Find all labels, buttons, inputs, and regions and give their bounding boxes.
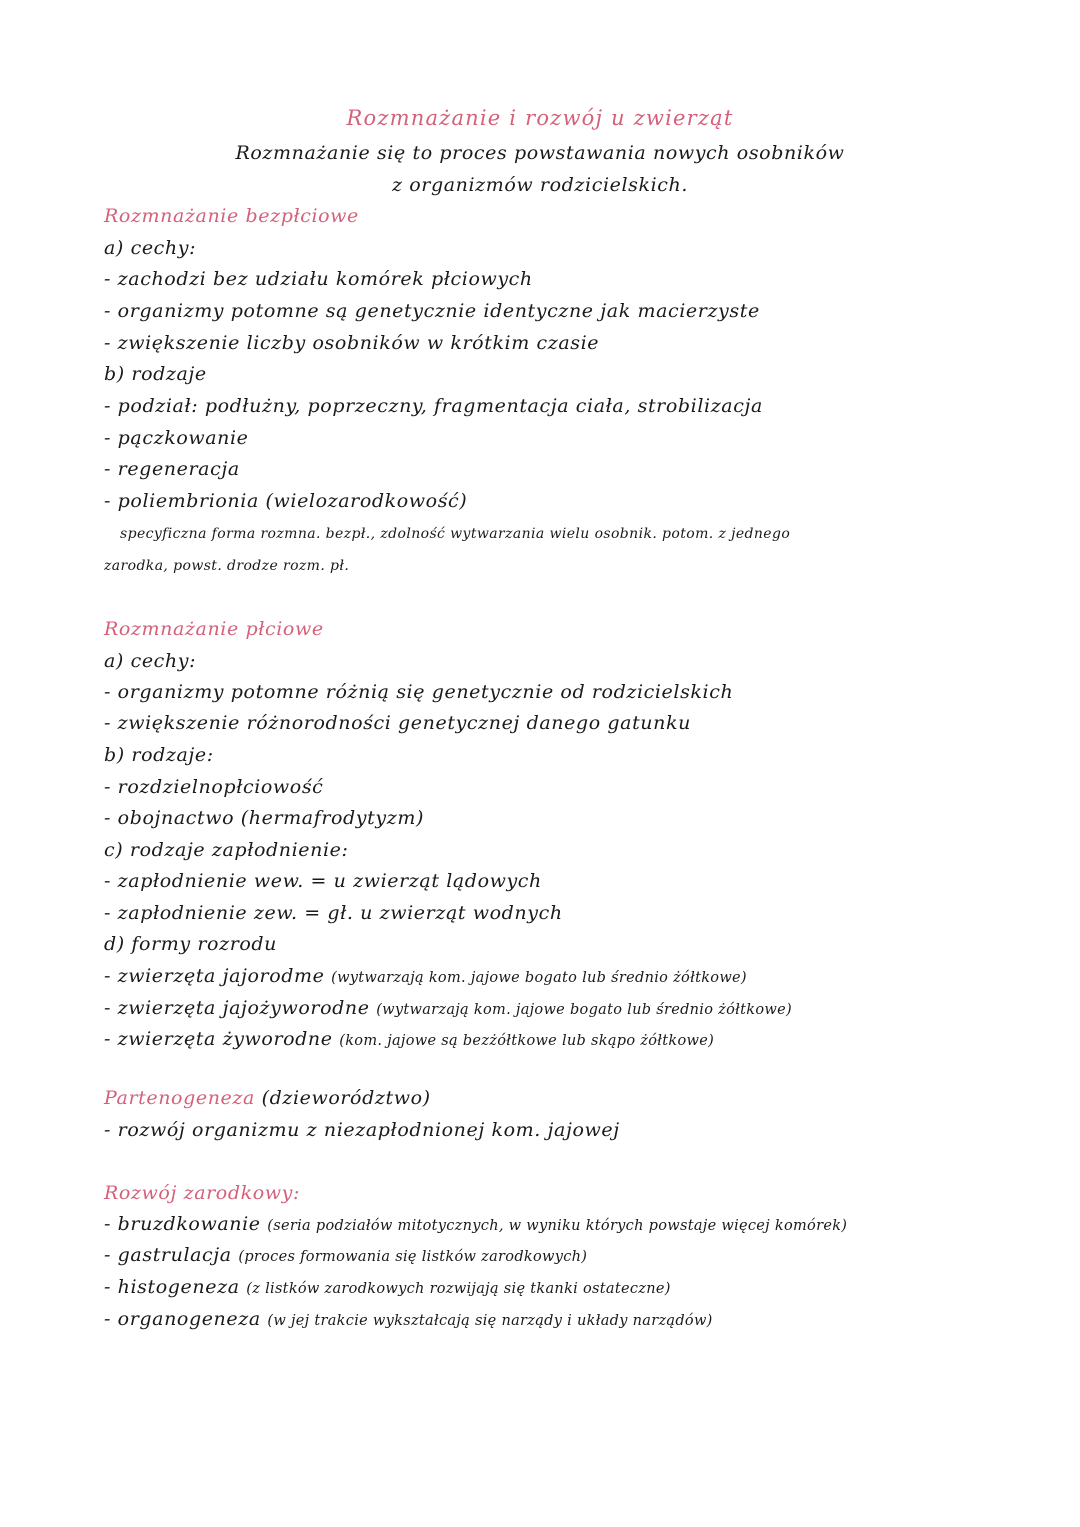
list-item: - zapłodnienie zew. = gł. u zwierząt wodnych xyxy=(104,902,563,924)
list-item: - podział: podłużny, poprzeczny, fragmentacja ciała, strobilizacja xyxy=(104,395,763,417)
list-item: - poliembrionia (wielozarodkowość) xyxy=(104,490,468,512)
definition-line-1: Rozmnażanie się to proces powstawania nowych osobników xyxy=(235,142,845,164)
form-name: - zwierzęta jajorodme xyxy=(104,965,325,987)
list-item: - zwiększenie liczby osobników w krótkim czasie xyxy=(104,332,600,354)
asexual-features-label: a) cechy: xyxy=(104,237,197,259)
list-item: - zachodzi bez udziału komórek płciowych xyxy=(104,268,533,290)
list-item xyxy=(104,965,747,987)
stage-name: - gastrulacja xyxy=(104,1244,232,1266)
list-item: - pączkowanie xyxy=(104,427,249,449)
list-item: - rozwój organizmu z niezapłodnionej kom. jajowej xyxy=(104,1119,620,1141)
list-item: - regeneracja xyxy=(104,458,240,480)
page-title: Rozmnażanie i rozwój u zwierząt xyxy=(346,106,734,130)
list-item: - zwiększenie różnorodności genetycznej danego gatunku xyxy=(104,712,691,734)
parthenogenesis-heading-extra: (dzieworództwo) xyxy=(261,1087,431,1109)
fertilization-label: c) rodzaje zapłodnienie: xyxy=(104,839,349,861)
list-item xyxy=(104,1028,714,1050)
asexual-note-line-1: specyficzna forma rozmna. bezpł., zdolność wytwarzania wielu osobnik. potom. z jednego xyxy=(120,526,791,542)
stage-note: (z listków zarodkowych rozwijają się tkanki ostateczne) xyxy=(246,1281,671,1297)
list-item: - organizmy potomne różnią się genetycznie od rodzicielskich xyxy=(104,681,734,703)
form-note: (wytwarzają kom. jajowe bogato lub średnio żółtkowe) xyxy=(376,1002,792,1018)
list-item: - organizmy potomne są genetycznie identyczne jak macierzyste xyxy=(104,300,760,322)
form-note: (kom. jajowe są bezżółtkowe lub skąpo żółtkowe) xyxy=(339,1033,715,1049)
forms-label: d) formy rozrodu xyxy=(104,933,278,955)
form-name: - zwierzęta jajożyworodne xyxy=(104,997,370,1019)
list-item: - zapłodnienie wew. = u zwierząt lądowych xyxy=(104,870,542,892)
list-item xyxy=(104,1213,847,1235)
stage-name: - organogeneza xyxy=(104,1308,261,1330)
parthenogenesis-heading: Partenogeneza xyxy=(104,1087,255,1109)
stage-note: (seria podziałów mitotycznych, w wyniku których powstaje więcej komórek) xyxy=(267,1218,848,1234)
parthenogenesis-heading-row xyxy=(104,1087,431,1109)
asexual-types-label: b) rodzaje xyxy=(104,363,207,385)
asexual-heading: Rozmnażanie bezpłciowe xyxy=(104,205,359,227)
list-item: - obojnactwo (hermafrodytyzm) xyxy=(104,807,424,829)
sexual-features-label: a) cechy: xyxy=(104,650,197,672)
list-item xyxy=(104,1276,671,1298)
list-item xyxy=(104,997,792,1019)
asexual-note-line-2: zarodka, powst. drodze rozm. pł. xyxy=(104,558,350,574)
stage-name: - histogeneza xyxy=(104,1276,240,1298)
stage-name: - bruzdkowanie xyxy=(104,1213,261,1235)
list-item: - rozdzielnopłciowość xyxy=(104,776,324,798)
form-note: (wytwarzają kom. jajowe bogato lub średnio żółtkowe) xyxy=(331,970,747,986)
embryonic-heading: Rozwój zarodkowy: xyxy=(104,1182,300,1204)
list-item xyxy=(104,1308,713,1330)
stage-note: (proces formowania się listków zarodkowych) xyxy=(238,1249,588,1265)
sexual-types-label: b) rodzaje: xyxy=(104,744,214,766)
definition-line-2: z organizmów rodzicielskich. xyxy=(391,174,688,196)
stage-note: (w jej trakcie wykształcają się narządy i układy narządów) xyxy=(267,1313,713,1329)
sexual-heading: Rozmnażanie płciowe xyxy=(104,618,324,640)
form-name: - zwierzęta żyworodne xyxy=(104,1028,333,1050)
list-item xyxy=(104,1244,587,1266)
